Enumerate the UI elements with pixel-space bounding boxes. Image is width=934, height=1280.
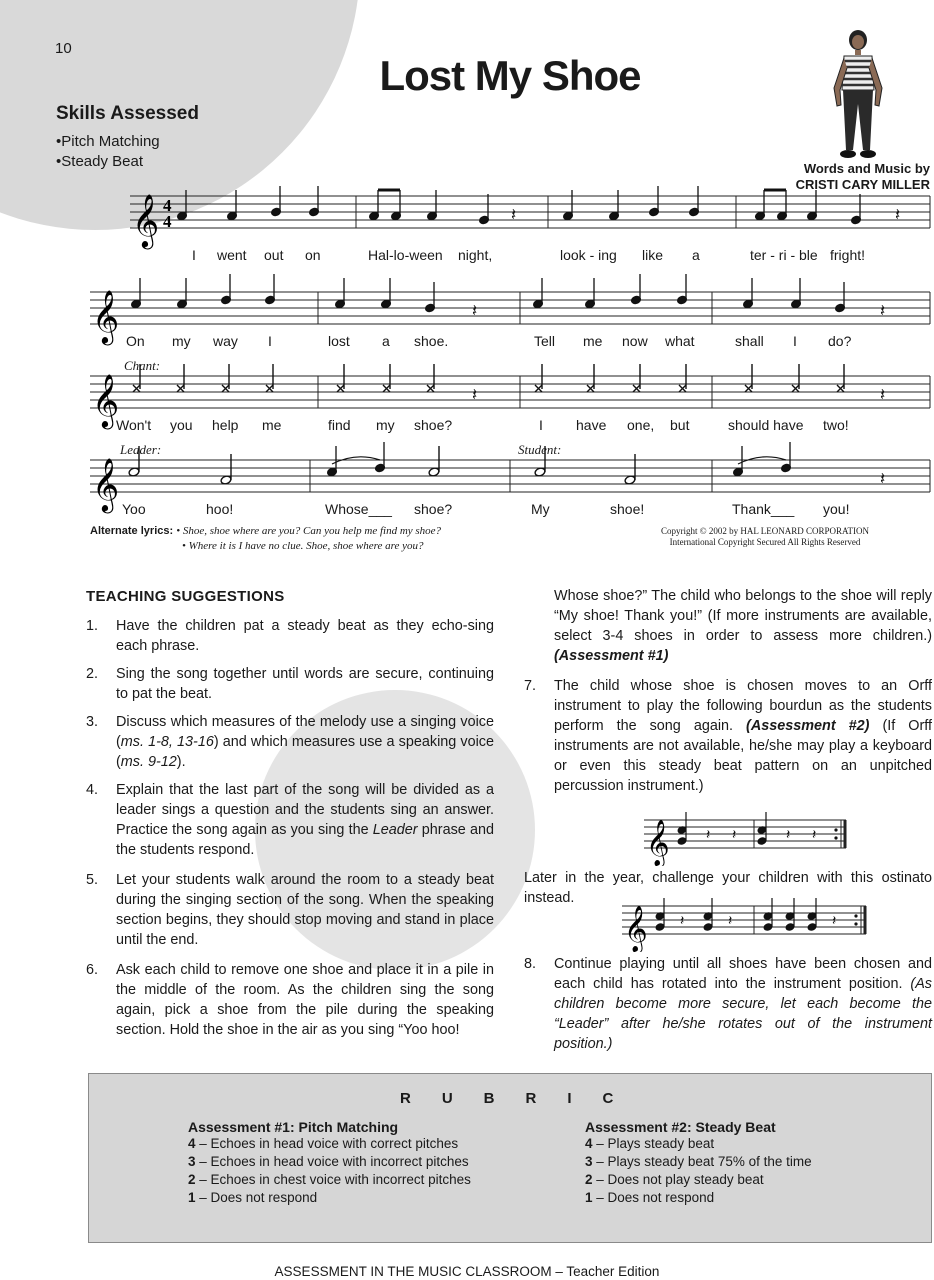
item-text [554, 676, 932, 796]
x-notes-3 [133, 364, 844, 392]
svg-text:𝄽: 𝄽 [511, 205, 517, 225]
rubric-desc: – Plays steady beat 75% of the time [592, 1154, 812, 1169]
rubric-heading: Assessment #1: Pitch Matching [188, 1119, 399, 1135]
item-text: Have the children pat a steady beat as they echo-sing each phrase. [116, 618, 494, 654]
svg-text:𝄽: 𝄽 [880, 385, 886, 405]
svg-text:𝄽: 𝄽 [832, 913, 837, 929]
copyright-line: Copyright © 2002 by HAL LEONARD CORPORATION [660, 526, 869, 536]
alternate-lyrics-line: • Where it is I have no clue. Shoe, shoe where are you? [182, 540, 424, 552]
rubric-score: 1 [188, 1190, 196, 1205]
svg-text:𝄽: 𝄽 [786, 827, 791, 843]
text-run: phrase and the students respond. [116, 822, 494, 858]
lyric: On [126, 333, 145, 349]
rubric-pitch-matching [188, 1119, 548, 1207]
treble-clef-icon: 𝄞 [92, 457, 120, 511]
item-text [554, 954, 932, 1054]
lyric: went [217, 247, 247, 263]
staff-3 [90, 376, 930, 408]
copyright-notice [640, 526, 890, 548]
lyric: My [531, 501, 550, 517]
rubric-desc: – Echoes in head voice with correct pitches [195, 1136, 459, 1151]
rubric-score: 4 [585, 1136, 593, 1151]
skill-item: • Steady Beat [56, 152, 160, 172]
rubric-list [585, 1135, 905, 1207]
rubric-score: 2 [585, 1172, 593, 1187]
rubric-row [188, 1153, 548, 1171]
lyric: do? [828, 333, 852, 349]
rests-3 [472, 385, 885, 405]
rubric-desc: – Plays steady beat [592, 1136, 715, 1151]
rubric-row [188, 1135, 548, 1153]
rubric-desc: – Echoes in chest voice with incorrect pitches [195, 1172, 471, 1187]
lyric: look - ing [560, 247, 617, 263]
item-number: 7. [524, 678, 537, 694]
svg-text:𝄽: 𝄽 [880, 469, 886, 489]
treble-clef-icon: 𝄞 [132, 193, 160, 247]
svg-text:𝄽: 𝄽 [706, 827, 711, 843]
lyric: way [213, 333, 238, 349]
staff-1 [130, 196, 930, 228]
lyric: ter - ri - ble [750, 247, 818, 263]
lyric: help [212, 417, 239, 433]
rubric-desc: – Does not respond [592, 1190, 715, 1205]
lyric: you [170, 417, 193, 433]
student-label: Student: [518, 442, 562, 457]
lyric: hoo! [206, 501, 234, 517]
skill-item: • Pitch Matching [56, 132, 160, 152]
notes-2 [131, 274, 846, 313]
lyric: find [328, 417, 351, 433]
item-text [116, 712, 494, 772]
item-text: Sing the song together until words are secure, continuing to pat the beat. [116, 666, 494, 702]
svg-text:𝄽: 𝄽 [472, 301, 478, 321]
lyric: shoe? [414, 417, 453, 433]
item-number: 6. [86, 962, 99, 978]
ostinato-note: Later in the year, challenge your children with this ostinato instead. [524, 870, 932, 906]
lyric: my [376, 417, 395, 433]
item-number: 5. [86, 872, 99, 888]
rubric-heading: Assessment #2: Steady Beat [585, 1119, 776, 1135]
lyric: shall [735, 333, 764, 349]
song-title: Lost My Shoe [379, 52, 641, 99]
time-signature-bottom: 4 [163, 212, 172, 231]
lyric: you! [823, 501, 850, 517]
text-run: ) and which measures use a speaking voice ( [116, 734, 495, 770]
teaching-column-left [86, 616, 494, 1046]
ostinato-notation [618, 892, 874, 952]
lyric: lost [328, 333, 350, 349]
lyric: shoe? [414, 501, 453, 517]
lyric: shoe. [414, 333, 449, 349]
rests-4 [880, 469, 885, 489]
measures-ref: ms. 9-12 [120, 754, 177, 770]
lyric: should have [728, 417, 804, 433]
lyric: me [262, 417, 282, 433]
lyric: now [622, 333, 648, 349]
lyric: shoe! [610, 501, 645, 517]
leader-ref: Leader [372, 822, 418, 838]
rubric-row [188, 1189, 548, 1207]
page-footer: ASSESSMENT IN THE MUSIC CLASSROOM – Teacher Edition [274, 1264, 660, 1279]
page-number: 10 [55, 40, 72, 57]
assessment-2-ref: (Assessment #2) [746, 718, 870, 734]
lyric: one, [627, 417, 655, 433]
rubric-steady-beat [585, 1119, 905, 1207]
credit-line: Words and Music by [803, 161, 930, 176]
time-signature-top: 4 [163, 196, 172, 215]
rubric-row [188, 1171, 548, 1189]
rubric-score: 3 [188, 1154, 196, 1169]
rubric-title: RUBRIC [400, 1090, 645, 1107]
text-run: (If Orff instruments are not available, he/she may play a keyboard or even this steady beat pattern on an unpitched percussion instrument.) [554, 718, 932, 794]
lyric: have [576, 417, 607, 433]
text-run: Continue playing until all shoes have been chosen and each child has rotated into the instrument position. [554, 956, 932, 992]
rubric-score: 3 [585, 1154, 593, 1169]
lyric: night, [458, 247, 493, 263]
item-6-continuation [554, 586, 932, 666]
lyric: Hal-lo-ween [368, 247, 443, 263]
alternate-lyrics-line: • Shoe, shoe where are you? Can you help me find my shoe? [176, 525, 442, 537]
lyric: two! [823, 417, 849, 433]
lyric: a [382, 333, 390, 349]
lyric: Won't [116, 417, 152, 433]
lyric: what [665, 333, 695, 349]
sheet-music [0, 0, 934, 560]
text-run: The child whose shoe is chosen moves to an Orff instrument to play the following bourdun as the students perform the song again. [554, 678, 932, 734]
lyric: I [268, 333, 272, 349]
rubric-row [585, 1135, 905, 1153]
notes-1 [177, 186, 862, 225]
svg-text:𝄽: 𝄽 [732, 827, 737, 843]
lyric: Yoo [122, 501, 146, 517]
lyric: fright! [830, 247, 866, 263]
teaching-heading: TEACHING SUGGESTIONS [86, 588, 285, 605]
item-text [116, 780, 494, 860]
svg-text:𝄽: 𝄽 [472, 385, 478, 405]
rubric-row [585, 1171, 905, 1189]
text-run: Explain that the last part of the song will be divided as a leader sings a question and the students sing an answer. Practice the song again as you sing the [116, 782, 494, 838]
lyric: Whose___ [325, 501, 392, 517]
text-run: ). [176, 754, 186, 770]
svg-text:𝄽: 𝄽 [680, 913, 685, 929]
svg-text:𝄽: 𝄽 [728, 913, 733, 929]
rubric-score: 2 [188, 1172, 196, 1187]
staff-2 [90, 292, 930, 324]
item-number: 2. [86, 666, 99, 682]
alternate-lyrics-label: Alternate lyrics: [90, 525, 174, 537]
composer-name: CRISTI CARY MILLER [795, 177, 930, 192]
lyric: like [642, 247, 664, 263]
rubric-row [585, 1153, 905, 1171]
lyric: me [583, 333, 603, 349]
assessment-1-ref: (Assessment #1) [554, 648, 669, 664]
chant-label: Chant: [124, 358, 161, 373]
svg-text:𝄽: 𝄽 [812, 827, 817, 843]
lyric: I [192, 247, 196, 263]
lyric: on [305, 247, 321, 263]
rubric-desc: – Echoes in head voice with incorrect pitches [195, 1154, 469, 1169]
rubric-list [188, 1135, 548, 1207]
item-text: Ask each child to remove one shoe and place it in a pile in the middle of the room. As the children sing the song again, pick a shoe from the pile during the speaking section. Hold the shoe in the air as you sing “Yoo hoo! [116, 962, 494, 1038]
lyric: a [692, 247, 700, 263]
lyric: out [264, 247, 284, 263]
leader-label: Leader: [120, 442, 162, 457]
treble-clef-icon: 𝄞 [92, 289, 120, 343]
lyric: I [793, 333, 797, 349]
treble-clef-icon: 𝄞 [92, 373, 120, 427]
rubric-score: 4 [188, 1136, 196, 1151]
item-number: 3. [86, 714, 99, 730]
skills-heading: Skills Assessed [56, 103, 199, 124]
rubric-desc: – Does not respond [195, 1190, 318, 1205]
item-text: Let your students walk around the room to a steady beat during the singing section of the song. When the speaking section begins, they should stop moving and stand in place until the end. [116, 872, 494, 948]
lyric: I [539, 417, 543, 433]
treble-clef-icon: 𝄞 [646, 820, 670, 866]
copyright-line: International Copyright Secured All Rights Reserved [669, 537, 861, 547]
text-run: (As children become more secure, let each become the “Leader” after he/she rotates out of the instrument position.) [554, 976, 932, 1052]
svg-text:𝄽: 𝄽 [895, 205, 901, 225]
lyric: my [172, 333, 191, 349]
lyric: Tell [534, 333, 556, 349]
rubric-desc: – Does not play steady beat [592, 1172, 764, 1187]
lyric: Thank___ [732, 501, 795, 517]
text-run: Discuss which measures of the melody use a singing voice ( [116, 714, 494, 750]
alternate-lyrics [90, 524, 441, 554]
treble-clef-icon: 𝄞 [624, 906, 648, 952]
item-number: 4. [86, 782, 99, 798]
measures-ref: ms. 1-8, 13-16 [120, 734, 214, 750]
svg-text:𝄽: 𝄽 [880, 301, 886, 321]
lyric: but [670, 417, 690, 433]
rubric-row [585, 1189, 905, 1207]
text-run: Whose shoe?” The child who belongs to the shoe will reply “My shoe! Thank you!” (If more instruments are available, select 3-4 shoes in order to assess more children.) [554, 588, 932, 644]
item-number: 8. [524, 956, 537, 972]
bourdun-notation [640, 806, 854, 866]
item-number: 1. [86, 618, 99, 634]
rubric-score: 1 [585, 1190, 593, 1205]
